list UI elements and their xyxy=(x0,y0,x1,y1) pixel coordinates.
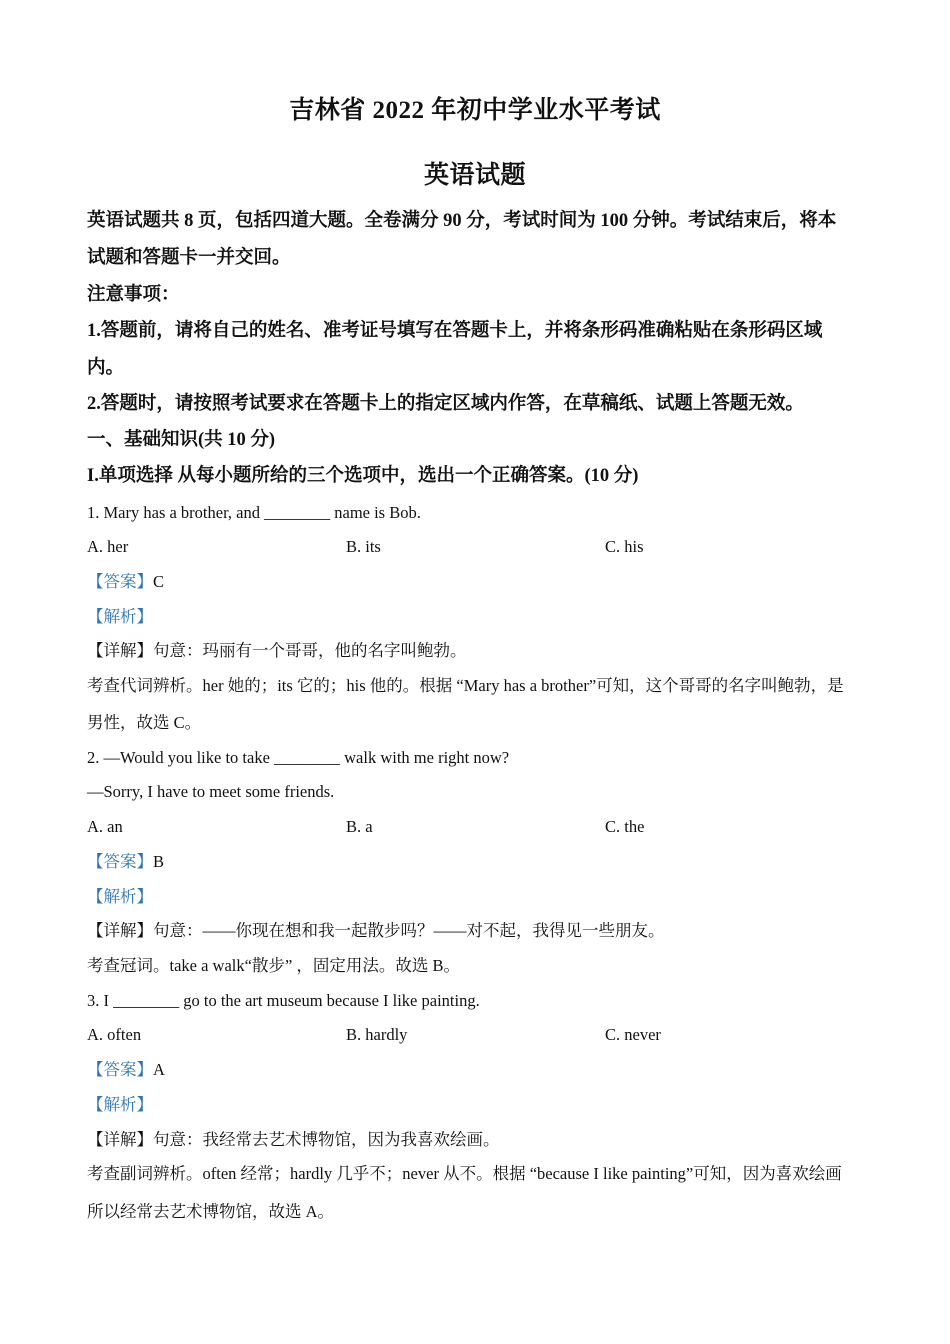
note-1-line-b: 内。 xyxy=(87,358,125,378)
question-2-detail-row xyxy=(87,920,867,942)
question-2-option-c: C. the xyxy=(605,817,645,836)
intro-line-1: 英语试题共 8 页，包括四道大题。全卷满分 90 分，考试时间为 100 分钟。考试结束后，将本 xyxy=(87,211,837,231)
question-2-analysis-label: 【解析】 xyxy=(87,887,153,906)
intro-line-2: 试题和答题卡一并交回。 xyxy=(87,248,291,268)
question-1-stem: 1. Mary has a brother, and ________ name is Bob. xyxy=(87,503,421,522)
question-2-stem: 2. —Would you like to take ________ walk with me right now? xyxy=(87,748,510,767)
question-1-detail-row xyxy=(87,640,867,662)
section-heading: 一、基础知识(共 10 分) xyxy=(87,430,276,450)
question-3-explain-b: 所以经常去艺术博物馆，故选 A。 xyxy=(87,1202,335,1221)
question-1-answer: C xyxy=(153,572,165,591)
question-1-answer-row xyxy=(87,571,867,593)
question-3-stem: 3. I ________ go to the art museum because I like painting. xyxy=(87,991,480,1010)
question-3-option-a: A. often xyxy=(87,1025,142,1044)
note-1-line-a: 1.答题前，请将自己的姓名、准考证号填写在答题卡上，并将条形码准确粘贴在条形码区域 xyxy=(87,321,823,341)
question-1-option-a: A. her xyxy=(87,537,129,556)
question-2-stem-reply: —Sorry, I have to meet some friends. xyxy=(87,782,335,801)
question-3-option-c: C. never xyxy=(605,1025,661,1044)
question-3-detail-row xyxy=(87,1129,867,1151)
question-1-analysis-label: 【解析】 xyxy=(87,607,153,626)
question-2-option-b: B. a xyxy=(346,817,373,836)
notice-label: 注意事项： xyxy=(87,285,180,305)
answer-label: 【答案】 xyxy=(87,572,153,591)
question-3-analysis-label: 【解析】 xyxy=(87,1095,153,1114)
question-2-explain-a: 考查冠词。take a walk“散步” ，固定用法。故选 B。 xyxy=(87,956,461,975)
answer-label: 【答案】 xyxy=(87,1060,153,1079)
question-3-detail: 句意：我经常去艺术博物馆，因为我喜欢绘画。 xyxy=(153,1130,500,1149)
question-2-detail: 句意：——你现在想和我一起散步吗？——对不起，我得见一些朋友。 xyxy=(153,921,665,940)
question-2-answer-row xyxy=(87,851,867,873)
detail-label: 【详解】 xyxy=(87,641,153,660)
question-1-detail: 句意：玛丽有一个哥哥，他的名字叫鲍勃。 xyxy=(153,641,467,660)
question-1-option-b: B. its xyxy=(346,537,381,556)
question-1-explain-b: 男性，故选 C。 xyxy=(87,713,202,732)
part-heading: I.单项选择 从每小题所给的三个选项中，选出一个正确答案。(10 分) xyxy=(87,466,639,486)
detail-label: 【详解】 xyxy=(87,921,153,940)
question-2-answer: B xyxy=(153,852,165,871)
note-2: 2.答题时，请按照考试要求在答题卡上的指定区域内作答，在草稿纸、试题上答题无效。 xyxy=(87,394,804,414)
question-3-answer-row xyxy=(87,1059,867,1081)
question-2-option-a: A. an xyxy=(87,817,123,836)
question-3-explain-a: 考查副词辨析。often 经常；hardly 几乎不；never 从不。根据 “because I like painting”可知，因为喜欢绘画 xyxy=(87,1164,842,1183)
question-1-option-c: C. his xyxy=(605,537,644,556)
question-3-option-b: B. hardly xyxy=(346,1025,408,1044)
exam-subtitle: 英语试题 xyxy=(423,162,526,189)
exam-title: 吉林省 2022 年初中学业水平考试 xyxy=(289,97,661,124)
detail-label: 【详解】 xyxy=(87,1130,153,1149)
question-1-explain-a: 考查代词辨析。her 她的；its 它的；his 他的。根据 “Mary has a brother”可知，这个哥哥的名字叫鲍勃，是 xyxy=(87,676,844,695)
question-3-answer: A xyxy=(153,1060,165,1079)
answer-label: 【答案】 xyxy=(87,852,153,871)
